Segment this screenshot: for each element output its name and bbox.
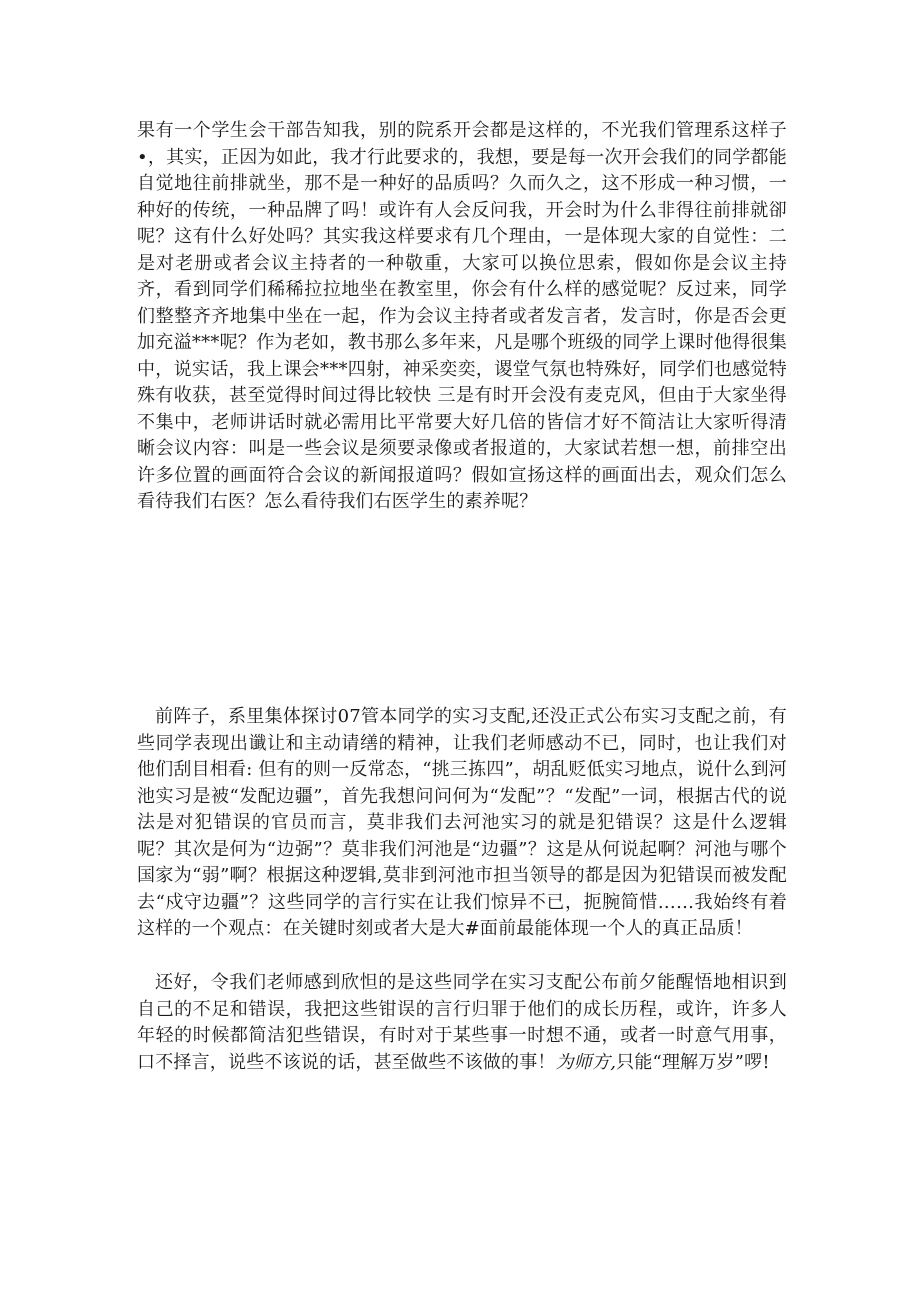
paragraph-2: 前阵子，系里集体探讨07管本同学的实习支配,还没正式公布实习支配之前，有些同学表现出谶让和主动请缮的精神，让我们老师感动不已，同时，也让我们对他们刮目相看: 但有的则一反常态，“挑三拣四”，胡乱贬低实习地点，说什么到河池实习是被“发配边疆”，首先我想问问何为“发配”？“发配”一词，根据古代的说法是对犯错误的官员而言，莫非我们去河池实习的就是犯错误？这是什么逻辑呢？其次是何为“边弼”？莫非我们河池是“边疆”？这是从何说起啊？河池与哪个国家为“弱”啊？根据这种逻辑,莫非到河池市担当领导的都是因为犯错误而被发配去“戍守边疆”？这些同学的言行实在让我们惊异不已，扼腕简惜……我始终有着这样的一个观点：在关键时刻或者大是大#面前最能体现一个人的真正品质！ — [137, 706, 787, 939]
paragraph-3 — [137, 970, 787, 1076]
paragraph-3-italic: 为师方, — [555, 1051, 617, 1073]
paragraph-3-main: 还好，令我们老师感到欣怛的是这些同学在实习支配公布前夕能醒悟地相识到自己的不足和错误，我把这些钳误的言行归罪于他们的成长历程，或许，许多人年轻的时候都简洁犯些错误，有时对于某些事一时想不通，或者一时意气用事，口不择言，说些不该说的话，甚至做些不该做的事！ — [137, 972, 787, 1073]
paragraph-3-end: 只能“理解万岁”啰! — [616, 1051, 770, 1073]
paragraph-1: 果有一个学生会干部告知我，别的院系开会都是这样的，不光我们管理系这样子•，其实，正因为如此，我才行此要求的，我想，要是每一次开会我们的同学都能自觉地往前排就坐，那不是一种好的品质吗？久而久之，这不形成一种习惯，一种好的传统，一种品牌了吗！或许有人会反问我，开会时为什么非得往前排就卻呢？这有什么好处吗？其实我这样要求有几个理由，一是体现大家的自觉性：二是对老册或者会议主持者的一种敬重，大家可以换位思索，假如你是会议主持齐，看到同学们稀稀拉拉地坐在教室里，你会有什么样的感觉呢？反过来，同学们整整齐齐地集中坐在一起，作为会议主持者或者发言者，发言时，你是否会更加充溢***呢？作为老如，教书那么多年来，凡是哪个班级的同学上课时他得很集中，说实话，我上课会***四射，神采奕奕，谡堂气氛也特殊好，同学们也感觉特殊有收获，甚至觉得时间过得比较快 三是有时开会没有麦克风，但由于大家坐得不集中，老师讲话时就必需用比平常要大好几倍的皆信才好不简洁让大家听得清晰会议内容：叫是一些会议是须要录像或者报道的，大家试若想一想，前排空出许多位置的画面符合会议的新闻报道吗？假如宣扬这样的画面出去，观众们怎么看待我们右医？怎么看待我们右医学生的素养呢？ — [137, 120, 787, 512]
